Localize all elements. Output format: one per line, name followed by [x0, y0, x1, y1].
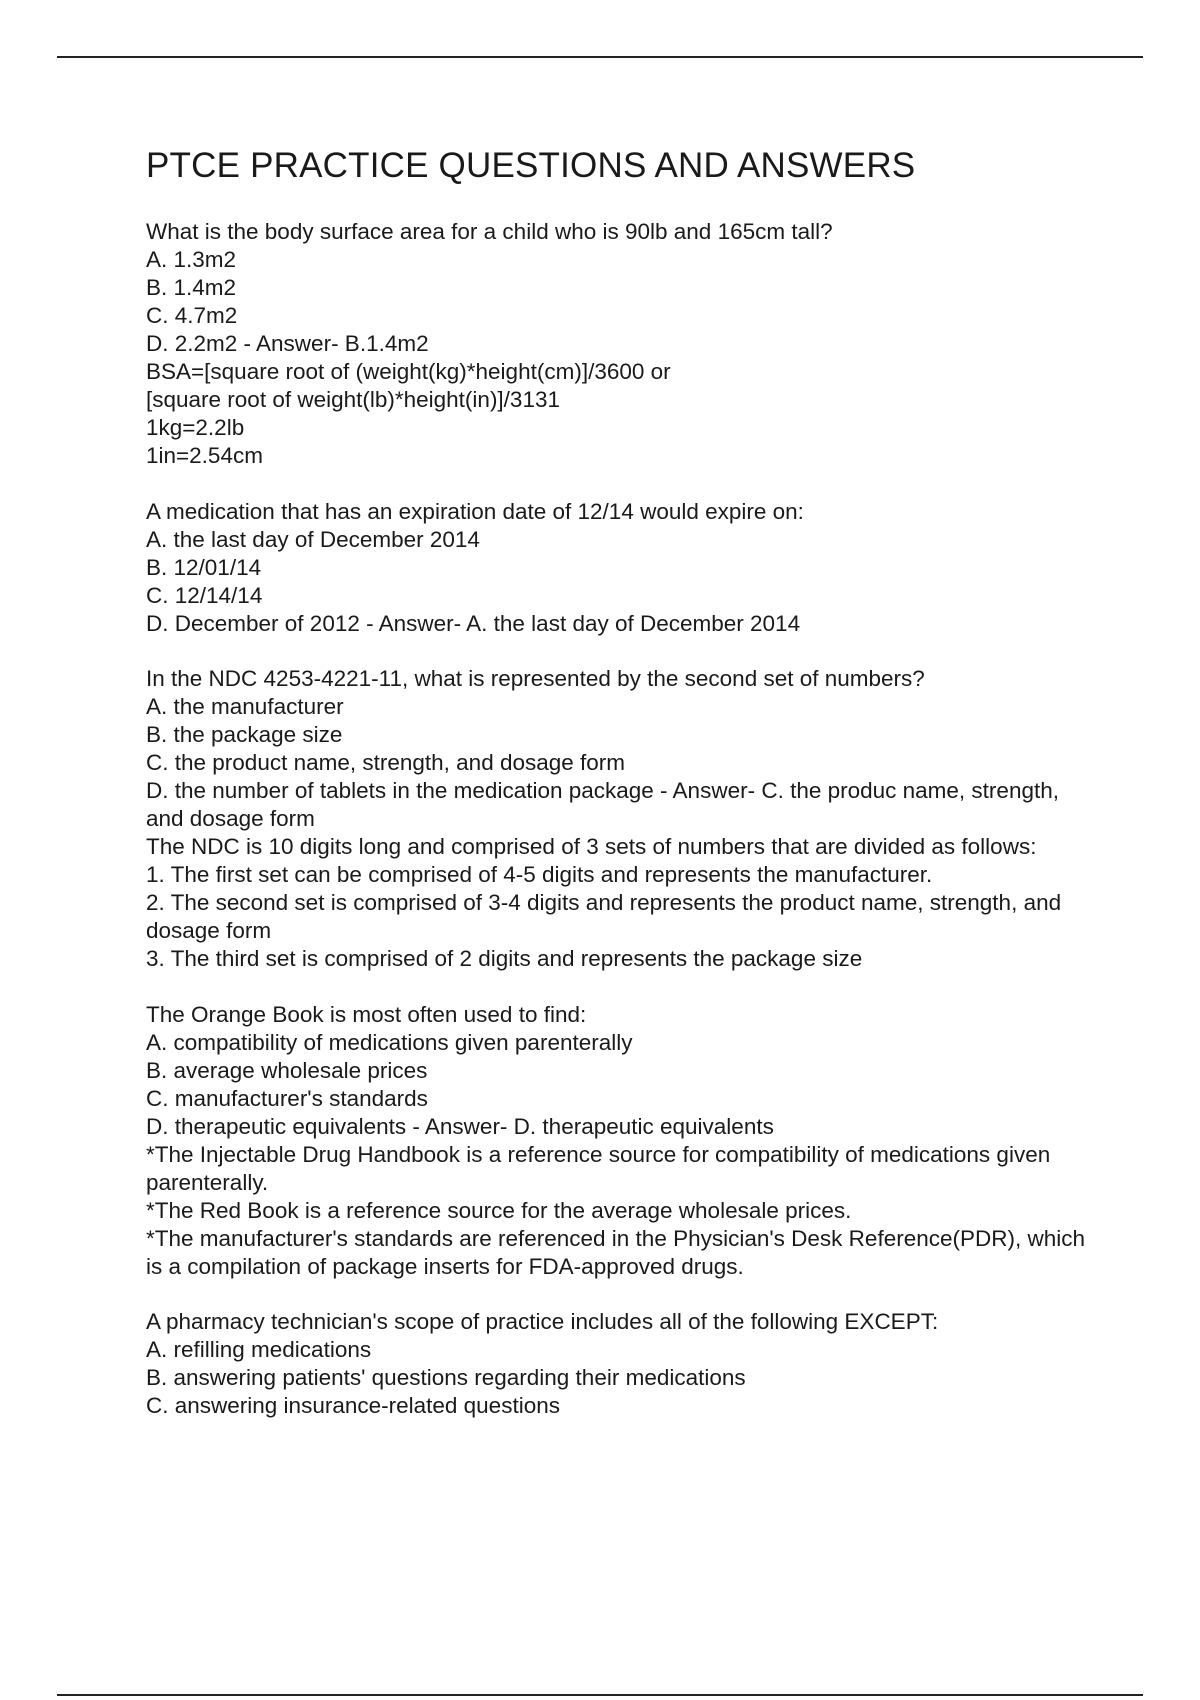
question-text: What is the body surface area for a child who is 90lb and 165cm tall?	[146, 219, 833, 244]
question-line: [square root of weight(lb)*height(in)]/3131	[146, 387, 560, 412]
question-text: A pharmacy technician's scope of practice includes all of the following EXCEPT:	[146, 1309, 939, 1334]
question-line: 2. The second set is comprised of 3-4 digits and represents the product name, strength, and dosage form	[146, 890, 1062, 943]
question-line: 1. The first set can be comprised of 4-5 digits and represents the manufacturer.	[146, 862, 933, 887]
question-block	[146, 665, 1096, 973]
bottom-divider	[57, 1694, 1143, 1696]
question-line: A. refilling medications	[146, 1337, 372, 1362]
question-line: A. 1.3m2	[146, 247, 237, 272]
question-line: BSA=[square root of (weight(kg)*height(cm)]/3600 or	[146, 359, 671, 384]
question-line: D. the number of tablets in the medication package - Answer- C. the produc name, strength, and dosage form	[146, 778, 1059, 831]
question-line: C. manufacturer's standards	[146, 1085, 428, 1111]
top-divider	[57, 56, 1143, 58]
question-line: *The Injectable Drug Handbook is a reference source for compatibility of medications given parenterally.	[146, 1141, 1051, 1195]
question-block	[146, 1308, 1096, 1420]
question-line: A. compatibility of medications given parenterally	[146, 1029, 633, 1055]
question-line: A. the last day of December 2014	[146, 526, 480, 552]
question-line: B. the package size	[146, 722, 343, 747]
question-line: D. therapeutic equivalents - Answer- D. therapeutic equivalents	[146, 1113, 774, 1139]
question-text: A medication that has an expiration date of 12/14 would expire on:	[146, 498, 804, 524]
question-line: 3. The third set is comprised of 2 digits and represents the package size	[146, 946, 863, 971]
document-body	[146, 142, 1096, 1448]
question-line: C. answering insurance-related questions	[146, 1393, 560, 1418]
question-line: C. the product name, strength, and dosage form	[146, 750, 626, 775]
question-line: B. answering patients' questions regarding their medications	[146, 1365, 746, 1390]
question-line: *The manufacturer's standards are referenced in the Physician's Desk Reference(PDR), which is a compilation of package inserts for FDA-approved drugs.	[146, 1225, 1086, 1279]
question-block	[146, 1001, 1096, 1281]
question-line: C. 4.7m2	[146, 303, 238, 328]
question-line: D. 2.2m2 - Answer- B.1.4m2	[146, 331, 429, 356]
question-text: The Orange Book is most often used to find:	[146, 1001, 587, 1027]
question-line: A. the manufacturer	[146, 694, 344, 719]
question-line: C. 12/14/14	[146, 582, 263, 608]
question-block	[146, 218, 1096, 470]
page-title: PTCE PRACTICE QUESTIONS AND ANSWERS	[146, 146, 916, 185]
question-line: *The Red Book is a reference source for the average wholesale prices.	[146, 1197, 852, 1223]
question-line: 1kg=2.2lb	[146, 415, 245, 440]
question-block	[146, 498, 1096, 638]
question-line: 1in=2.54cm	[146, 443, 263, 468]
question-line: B. average wholesale prices	[146, 1057, 428, 1083]
question-line: B. 1.4m2	[146, 275, 237, 300]
question-text: In the NDC 4253-4221-11, what is represented by the second set of numbers?	[146, 666, 925, 691]
question-line: D. December of 2012 - Answer- A. the last day of December 2014	[146, 610, 801, 636]
question-list	[146, 218, 1096, 1420]
question-line: B. 12/01/14	[146, 554, 262, 580]
question-line: The NDC is 10 digits long and comprised of 3 sets of numbers that are divided as follows:	[146, 834, 1037, 859]
